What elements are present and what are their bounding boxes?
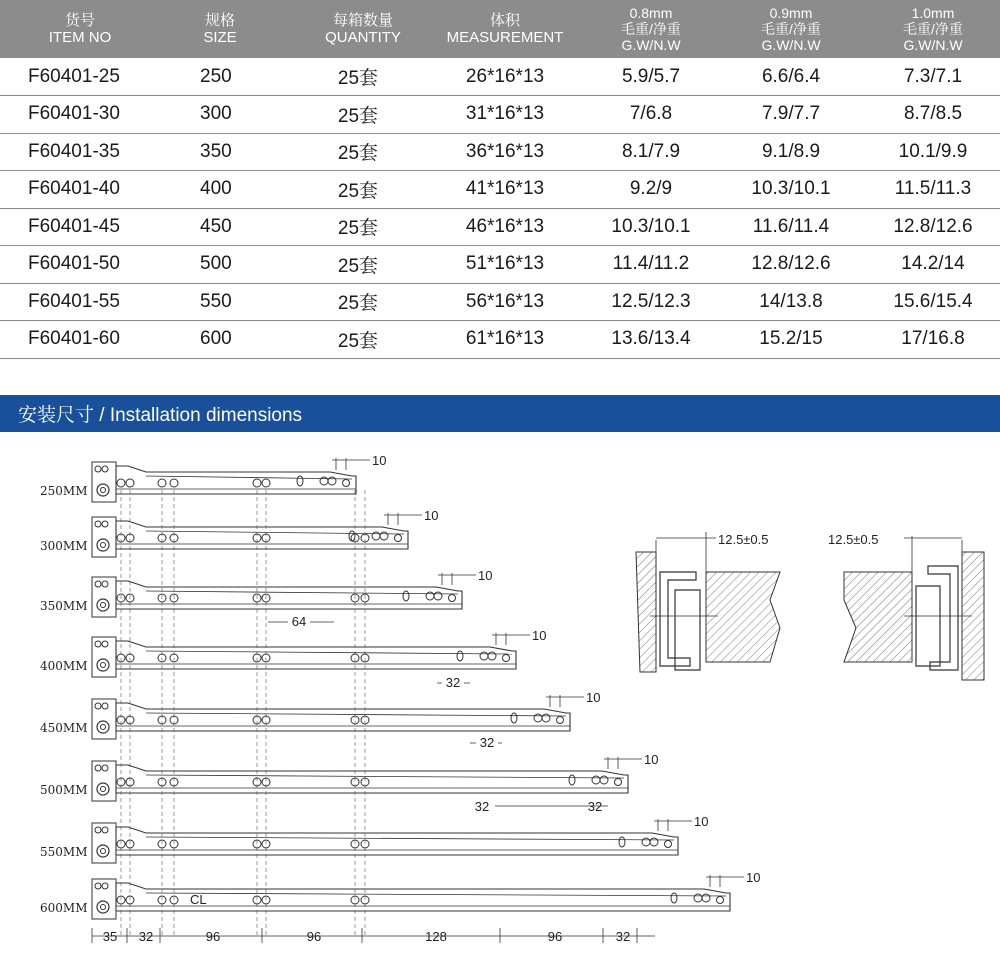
cell-weight-09: 7.9/7.7 [761,103,821,124]
cell-weight-10: 14.2/14 [901,253,965,274]
cell-item-no: F60401-55 [28,290,120,312]
dim-10: 10 [478,568,493,583]
cell-size: 400 [200,178,232,199]
cell-weight-09: 15.2/15 [759,328,823,349]
tolerance-left: 12.5±0.5 [718,532,769,547]
rails-group [40,453,760,936]
dim-10: 10 [424,508,439,523]
cell-item-no: F60401-60 [28,328,120,349]
table-row [0,96,1000,134]
header-quantity [298,0,428,58]
dim-10: 10 [532,628,547,643]
cell-size: 250 [200,65,232,87]
header-en: G.W/N.W [903,37,963,53]
dim-10: 10 [694,814,709,829]
cell-quantity: 25套 [337,330,379,352]
bottom-dimension-chain [92,928,655,943]
cell-item-no: F60401-50 [28,253,120,274]
cl-mark: CL [190,892,207,907]
bottom-dimension-labels [103,929,630,944]
cell-item-no: F60401-30 [28,103,120,124]
header-zh: 毛重/净重 [761,21,821,37]
rail-body [116,703,570,731]
cell-weight-09: 6.6/6.4 [761,65,821,87]
cell-weight-09: 9.1/8.9 [761,140,821,162]
header-measurement [435,0,575,58]
dim-10: 10 [644,752,659,767]
cell-measurement: 36*16*13 [465,140,545,162]
table-row [0,246,1000,284]
cell-weight-08: 10.3/10.1 [611,215,691,237]
cell-item-no: F60401-35 [28,140,120,162]
cell-weight-09: 10.3/10.1 [751,178,831,199]
dim-128: 128 [425,929,447,944]
cell-weight-10: 17/16.8 [901,328,965,349]
cell-measurement: 46*16*13 [465,215,545,237]
cell-measurement: 41*16*13 [465,178,545,199]
rail-250 [40,453,386,502]
cell-weight-08: 11.4/11.2 [612,253,690,274]
cell-weight-08: 7/6.8 [629,103,673,124]
cell-measurement: 61*16*13 [465,328,545,349]
dim-32-500b: 32 [587,799,603,814]
cell-weight-08: 13.6/13.4 [611,328,691,349]
cell-quantity: 25套 [337,255,379,277]
table-row [0,208,1000,246]
header-en: G.W/N.W [761,37,821,53]
dim-96a: 96 [205,929,221,944]
cell-measurement: 51*16*13 [465,253,545,274]
section-title: 安装尺寸 / Installation dimensions [18,405,303,426]
header-thickness: 0.9mm [769,5,813,21]
header-zh: 体积 [489,12,520,29]
dim-96c: 96 [547,929,563,944]
cell-item-no: F60401-40 [28,178,120,199]
rail-body [116,883,730,911]
cell-quantity: 25套 [337,293,379,314]
spec-table [0,0,1000,352]
cell-quantity: 25套 [337,180,379,202]
rail-size-label: 500MM [40,783,88,797]
cell-item-no: F60401-45 [28,215,120,237]
header-en: G.W/N.W [621,37,681,53]
rail-size-label: 400MM [40,659,88,673]
cell-item-no: F60401-25 [28,65,120,87]
cell-weight-10: 8.7/8.5 [903,103,963,124]
cell-weight-10: 15.6/15.4 [893,290,973,312]
dim-32-450: 32 [479,735,495,750]
cell-size: 450 [200,215,232,237]
header-item-no [0,0,160,58]
table-row [0,133,1000,171]
cell-measurement: 26*16*13 [465,65,545,87]
cell-quantity: 25套 [337,105,379,127]
rail-size-label: 350MM [40,599,88,613]
dim-64: 64 [291,614,307,629]
header-weight-10 [870,0,996,58]
cell-weight-10: 7.3/7.1 [903,65,963,87]
dim-35: 35 [102,929,118,944]
header-en: MEASUREMENT [446,29,564,46]
table-row [0,321,1000,359]
cell-weight-09: 14/13.8 [759,290,823,312]
cell-weight-09: 12.8/12.6 [751,253,831,274]
cell-measurement: 56*16*13 [465,290,545,312]
header-en: SIZE [203,29,237,46]
rail-size-label: 300MM [40,539,88,553]
dim-32: 32 [138,929,154,944]
rail-body [116,827,678,855]
cell-measurement: 31*16*13 [465,103,545,124]
rail-400 [40,628,546,677]
rail-550 [40,814,708,863]
cell-quantity: 25套 [337,143,379,164]
dim-10: 10 [746,870,761,885]
header-zh: 毛重/净重 [621,21,681,37]
cell-quantity: 25套 [337,218,379,239]
dim-10: 10 [372,453,387,468]
section-detail-right [828,532,984,680]
table-row [0,58,1000,96]
cell-weight-08: 9.2/9 [629,178,673,199]
header-en: ITEM NO [48,29,112,46]
cell-weight-10: 11.5/11.3 [894,178,972,199]
cell-size: 550 [200,290,232,312]
cell-weight-09: 11.6/11.4 [752,215,830,237]
tolerance-right: 12.5±0.5 [828,532,879,547]
cell-weight-10: 12.8/12.6 [893,215,973,237]
dim-32b: 32 [615,929,631,944]
cell-weight-08: 5.9/5.7 [621,65,681,87]
rail-600 [40,870,760,919]
cell-weight-08: 12.5/12.3 [611,290,691,312]
rail-450 [40,690,600,739]
rail-body [116,581,462,609]
cell-weight-08: 8.1/7.9 [621,140,681,162]
table-header [0,0,1000,58]
header-en: QUANTITY [325,29,401,46]
header-zh: 毛重/净重 [903,21,963,37]
dim-10: 10 [586,690,601,705]
header-thickness: 0.8mm [629,5,673,21]
rail-500 [40,752,658,801]
cell-weight-10: 10.1/9.9 [898,140,968,162]
table-row [0,171,1000,209]
dim-32-400: 32 [445,675,461,690]
rail-size-label: 600MM [40,901,88,915]
rail-size-label: 250MM [40,484,88,498]
header-thickness: 1.0mm [911,5,955,21]
header-zh: 每箱数量 [332,12,393,29]
header-zh: 货号 [64,12,95,29]
header-zh: 规格 [204,12,235,29]
header-weight-08 [588,0,714,58]
cell-size: 500 [200,253,232,274]
header-size [160,0,280,58]
rail-size-label: 450MM [40,721,88,735]
section-detail-left [636,532,780,672]
cell-size: 300 [200,103,232,124]
cell-size: 600 [200,328,232,349]
rail-size-label: 550MM [40,845,88,859]
cell-size: 350 [200,140,232,162]
rail-300 [40,508,438,557]
installation-drawing [0,440,1000,980]
dim-32-500a: 32 [474,799,490,814]
table-row [0,283,1000,321]
section-title-bar [0,395,1000,432]
header-weight-09 [728,0,854,58]
rail-body [116,765,628,793]
dim-96b: 96 [306,929,322,944]
cell-quantity: 25套 [337,68,379,89]
